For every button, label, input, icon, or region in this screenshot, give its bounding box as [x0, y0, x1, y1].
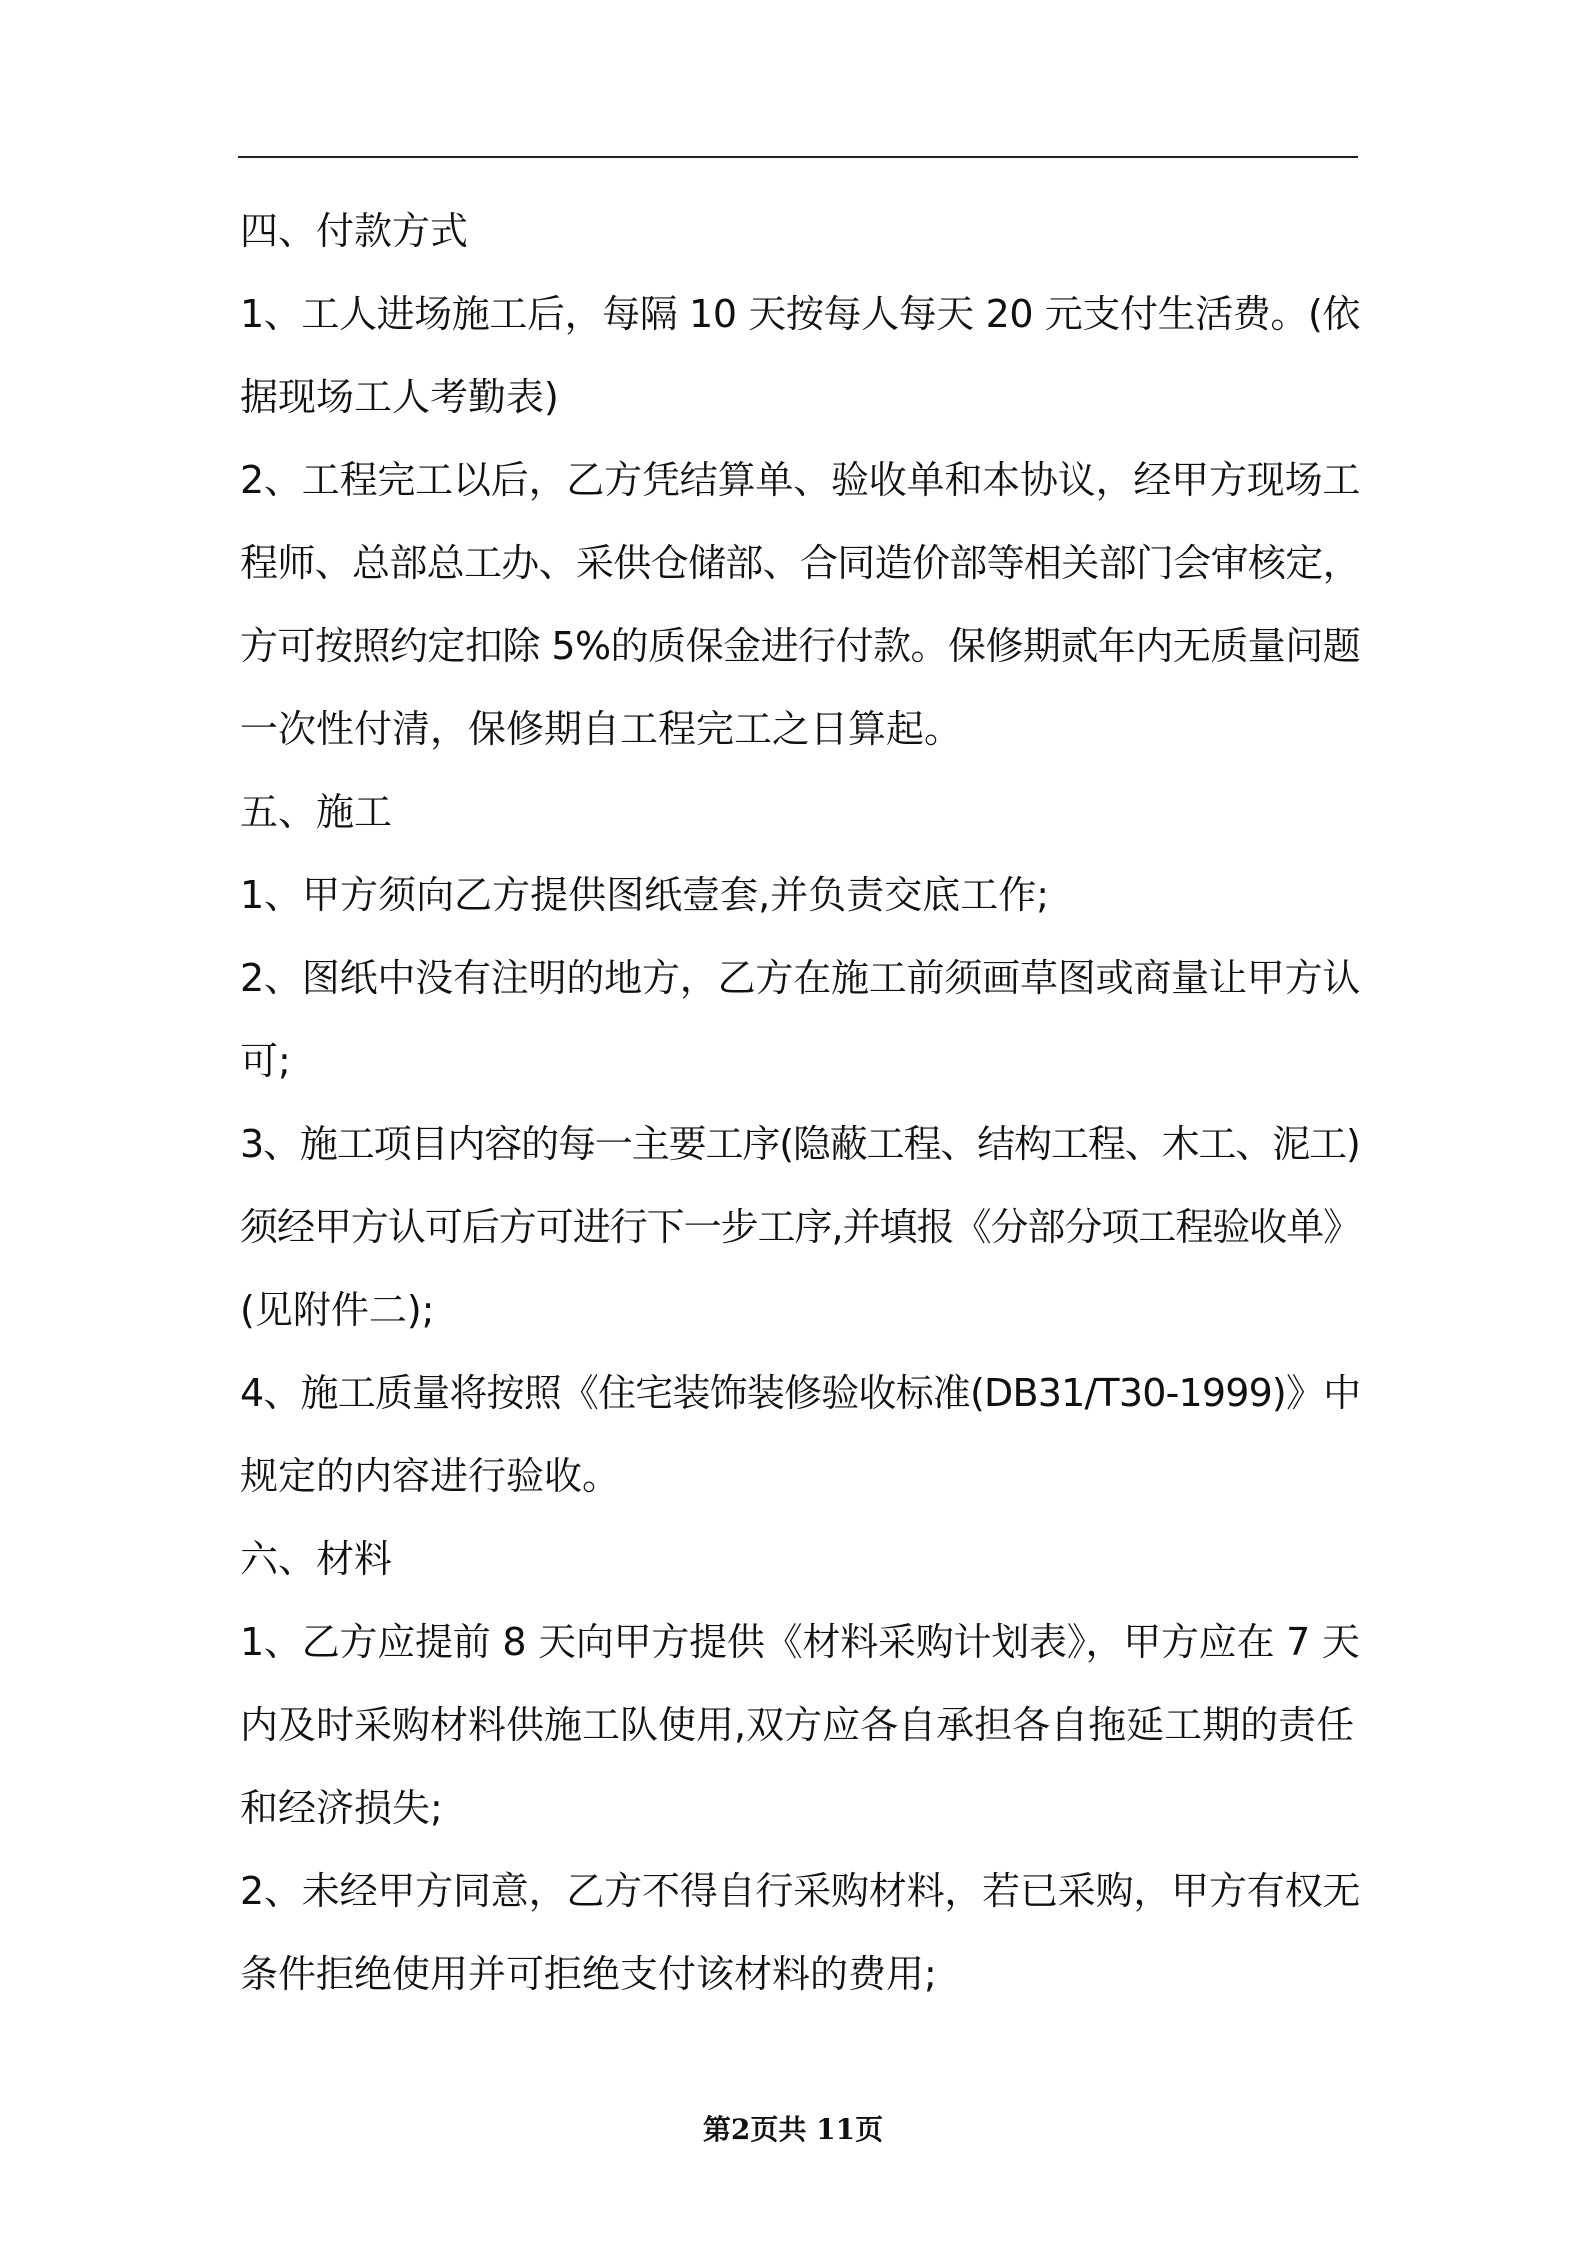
paragraph-line: 3、施工项目内容的每一主要工序(隐蔽工程、结构工程、木工、泥工): [240, 1122, 1360, 1166]
paragraph-line: 规定的内容进行验收。: [240, 1454, 621, 1498]
paragraph-line: (见附件二);: [240, 1288, 435, 1332]
page-number-footer: 第2页共 11页: [702, 2113, 884, 2146]
paragraph-line: 1、甲方须向乙方提供图纸壹套,并负责交底工作;: [240, 873, 1050, 917]
document-body: [240, 190, 1360, 2016]
paragraph-line: 程师、总部总工办、采供仓储部、合同造价部等相关部门会审核定，: [240, 541, 1360, 585]
paragraph-line: 内及时采购材料供施工队使用,双方应各自承担各自拖延工期的责任: [240, 1703, 1355, 1747]
paragraph-line: 可;: [240, 1039, 291, 1083]
paragraph-line: 4、施工质量将按照《住宅装饰装修验收标准(DB31/T30-1999)》中: [240, 1371, 1361, 1415]
paragraph-line: 和经济损失;: [240, 1786, 443, 1830]
paragraph-line: 须经甲方认可后方可进行下一步工序,并填报《分部分项工程验收单》: [240, 1205, 1361, 1249]
paragraph-line: 条件拒绝使用并可拒绝支付该材料的费用;: [240, 1952, 937, 1996]
paragraph-line: 2、工程完工以后，乙方凭结算单、验收单和本协议，经甲方现场工: [240, 458, 1361, 502]
header-divider: [238, 156, 1358, 158]
paragraph-line: 2、图纸中没有注明的地方，乙方在施工前须画草图或商量让甲方认: [240, 956, 1361, 1000]
section-heading-construction: 五、施工: [240, 790, 393, 834]
section-heading-payment: 四、付款方式: [240, 209, 469, 253]
paragraph-line: 1、乙方应提前 8 天向甲方提供《材料采购计划表》，甲方应在 7 天: [240, 1620, 1360, 1664]
paragraph-line: 2、未经甲方同意，乙方不得自行采购材料，若已采购，甲方有权无: [240, 1869, 1361, 1913]
paragraph-line: 1、工人进场施工后，每隔 10 天按每人每天 20 元支付生活费。(依: [240, 292, 1361, 336]
paragraph-line: 方可按照约定扣除 5%的质保金进行付款。保修期贰年内无质量问题: [240, 624, 1361, 668]
paragraph-line: 一次性付清，保修期自工程完工之日算起。: [240, 707, 963, 751]
paragraph-line: 据现场工人考勤表): [240, 375, 559, 419]
section-heading-materials: 六、材料: [240, 1537, 393, 1581]
